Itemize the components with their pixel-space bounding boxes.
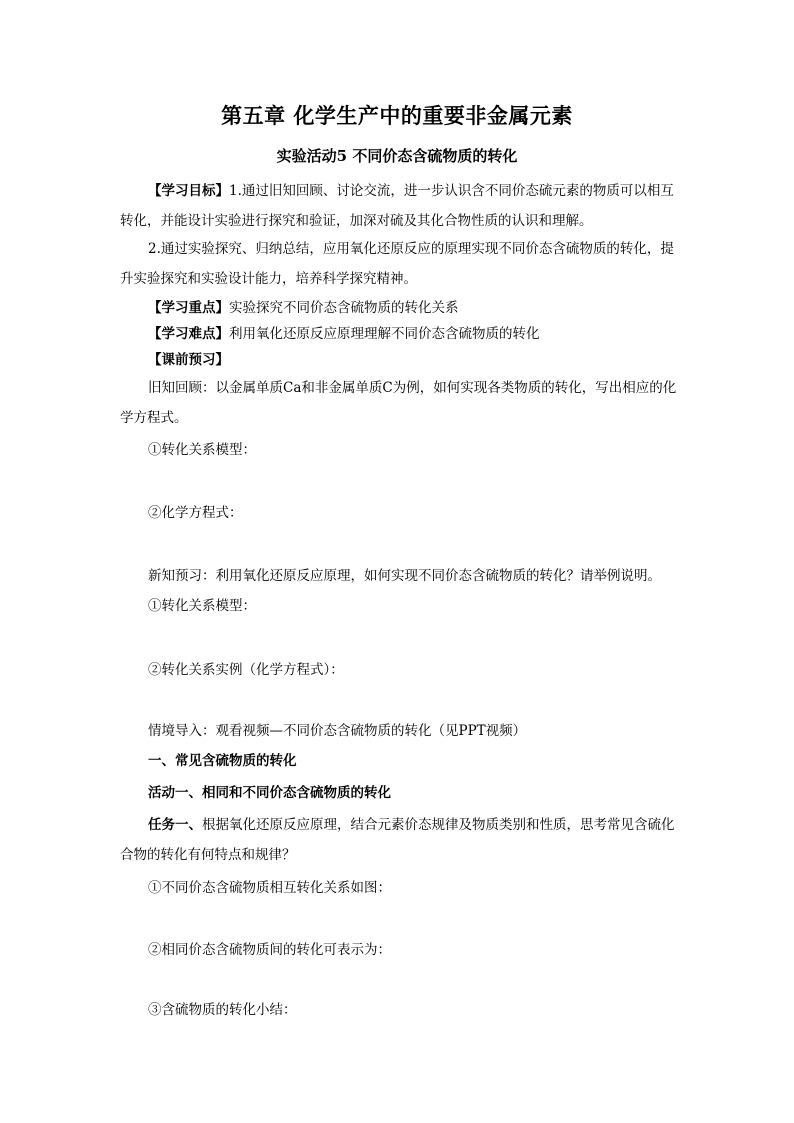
chapter-title: 第五章 化学生产中的重要非金属元素 [221,103,573,128]
new-model-item: ①转化关系模型： [148,598,256,614]
activity-subtitle: 实验活动5 不同价态含硫物质的转化 [276,147,518,165]
difficulty-text: 利用氧化还原反应原理理解不同价态含硫物质的转化 [229,326,540,342]
task-1-label: 任务一、 [148,817,202,833]
difficulty-label: 【学习难点】 [148,326,229,342]
task-item-2: ②相同价态含硫物质间的转化可表示为： [148,942,391,958]
task-1-text: 根据氧化还原反应原理，结合元素价态规律及物质类别和性质，思考常见含硫化合物的转化有何特点和规律？ [120,817,675,863]
review-model-item: ①转化关系模型： [148,442,256,458]
situation-intro: 情境导入：观看视频—不同价态含硫物质的转化（见PPT视频） [148,723,527,739]
key-point-text: 实验探究不同价态含硫物质的转化关系 [229,300,459,316]
key-point-line [148,298,688,318]
review-paragraph: 旧知回顾：以金属单质Ca和非金属单质C为例，如何实现各类物质的转化，写出相应的化学方程式。 [120,380,677,426]
preview-label: 【课前预习】 [148,352,229,368]
new-example-item: ②转化关系实例（化学方程式）： [148,662,344,678]
task-item-1: ①不同价态含硫物质相互转化关系如图： [148,880,391,896]
new-preview-paragraph: 新知预习：利用氧化还原反应原理，如何实现不同价态含硫物质的转化？请举例说明。 [148,568,661,584]
difficulty-line [148,324,688,344]
task-item-3: ③含硫物质的转化小结： [148,1002,297,1018]
learning-goals-paragraph [120,176,680,236]
learning-goals-paragraph-2: 2.通过实验探究、归纳总结，应用氧化还原反应的原理实现不同价态含硫物质的转化，提升实验探究和实验设计能力，培养科学探究精神。 [120,241,674,287]
key-point-label: 【学习重点】 [148,300,229,316]
task-1-paragraph [120,810,680,870]
activity-heading-1: 活动一、相同和不同价态含硫物质的转化 [148,785,391,801]
review-equation-item: ②化学方程式： [148,505,243,521]
learning-goals-label: 【学习目标】 [148,183,229,199]
learning-goals-text-1: 1.通过旧知回顾、讨论交流，进一步认识含不同价态硫元素的物质可以相互转化，并能设计实验进行探究和验证，加深对硫及其化合物性质的认识和理解。 [120,183,674,229]
section-heading-1: 一、常见含硫物质的转化 [148,753,297,769]
